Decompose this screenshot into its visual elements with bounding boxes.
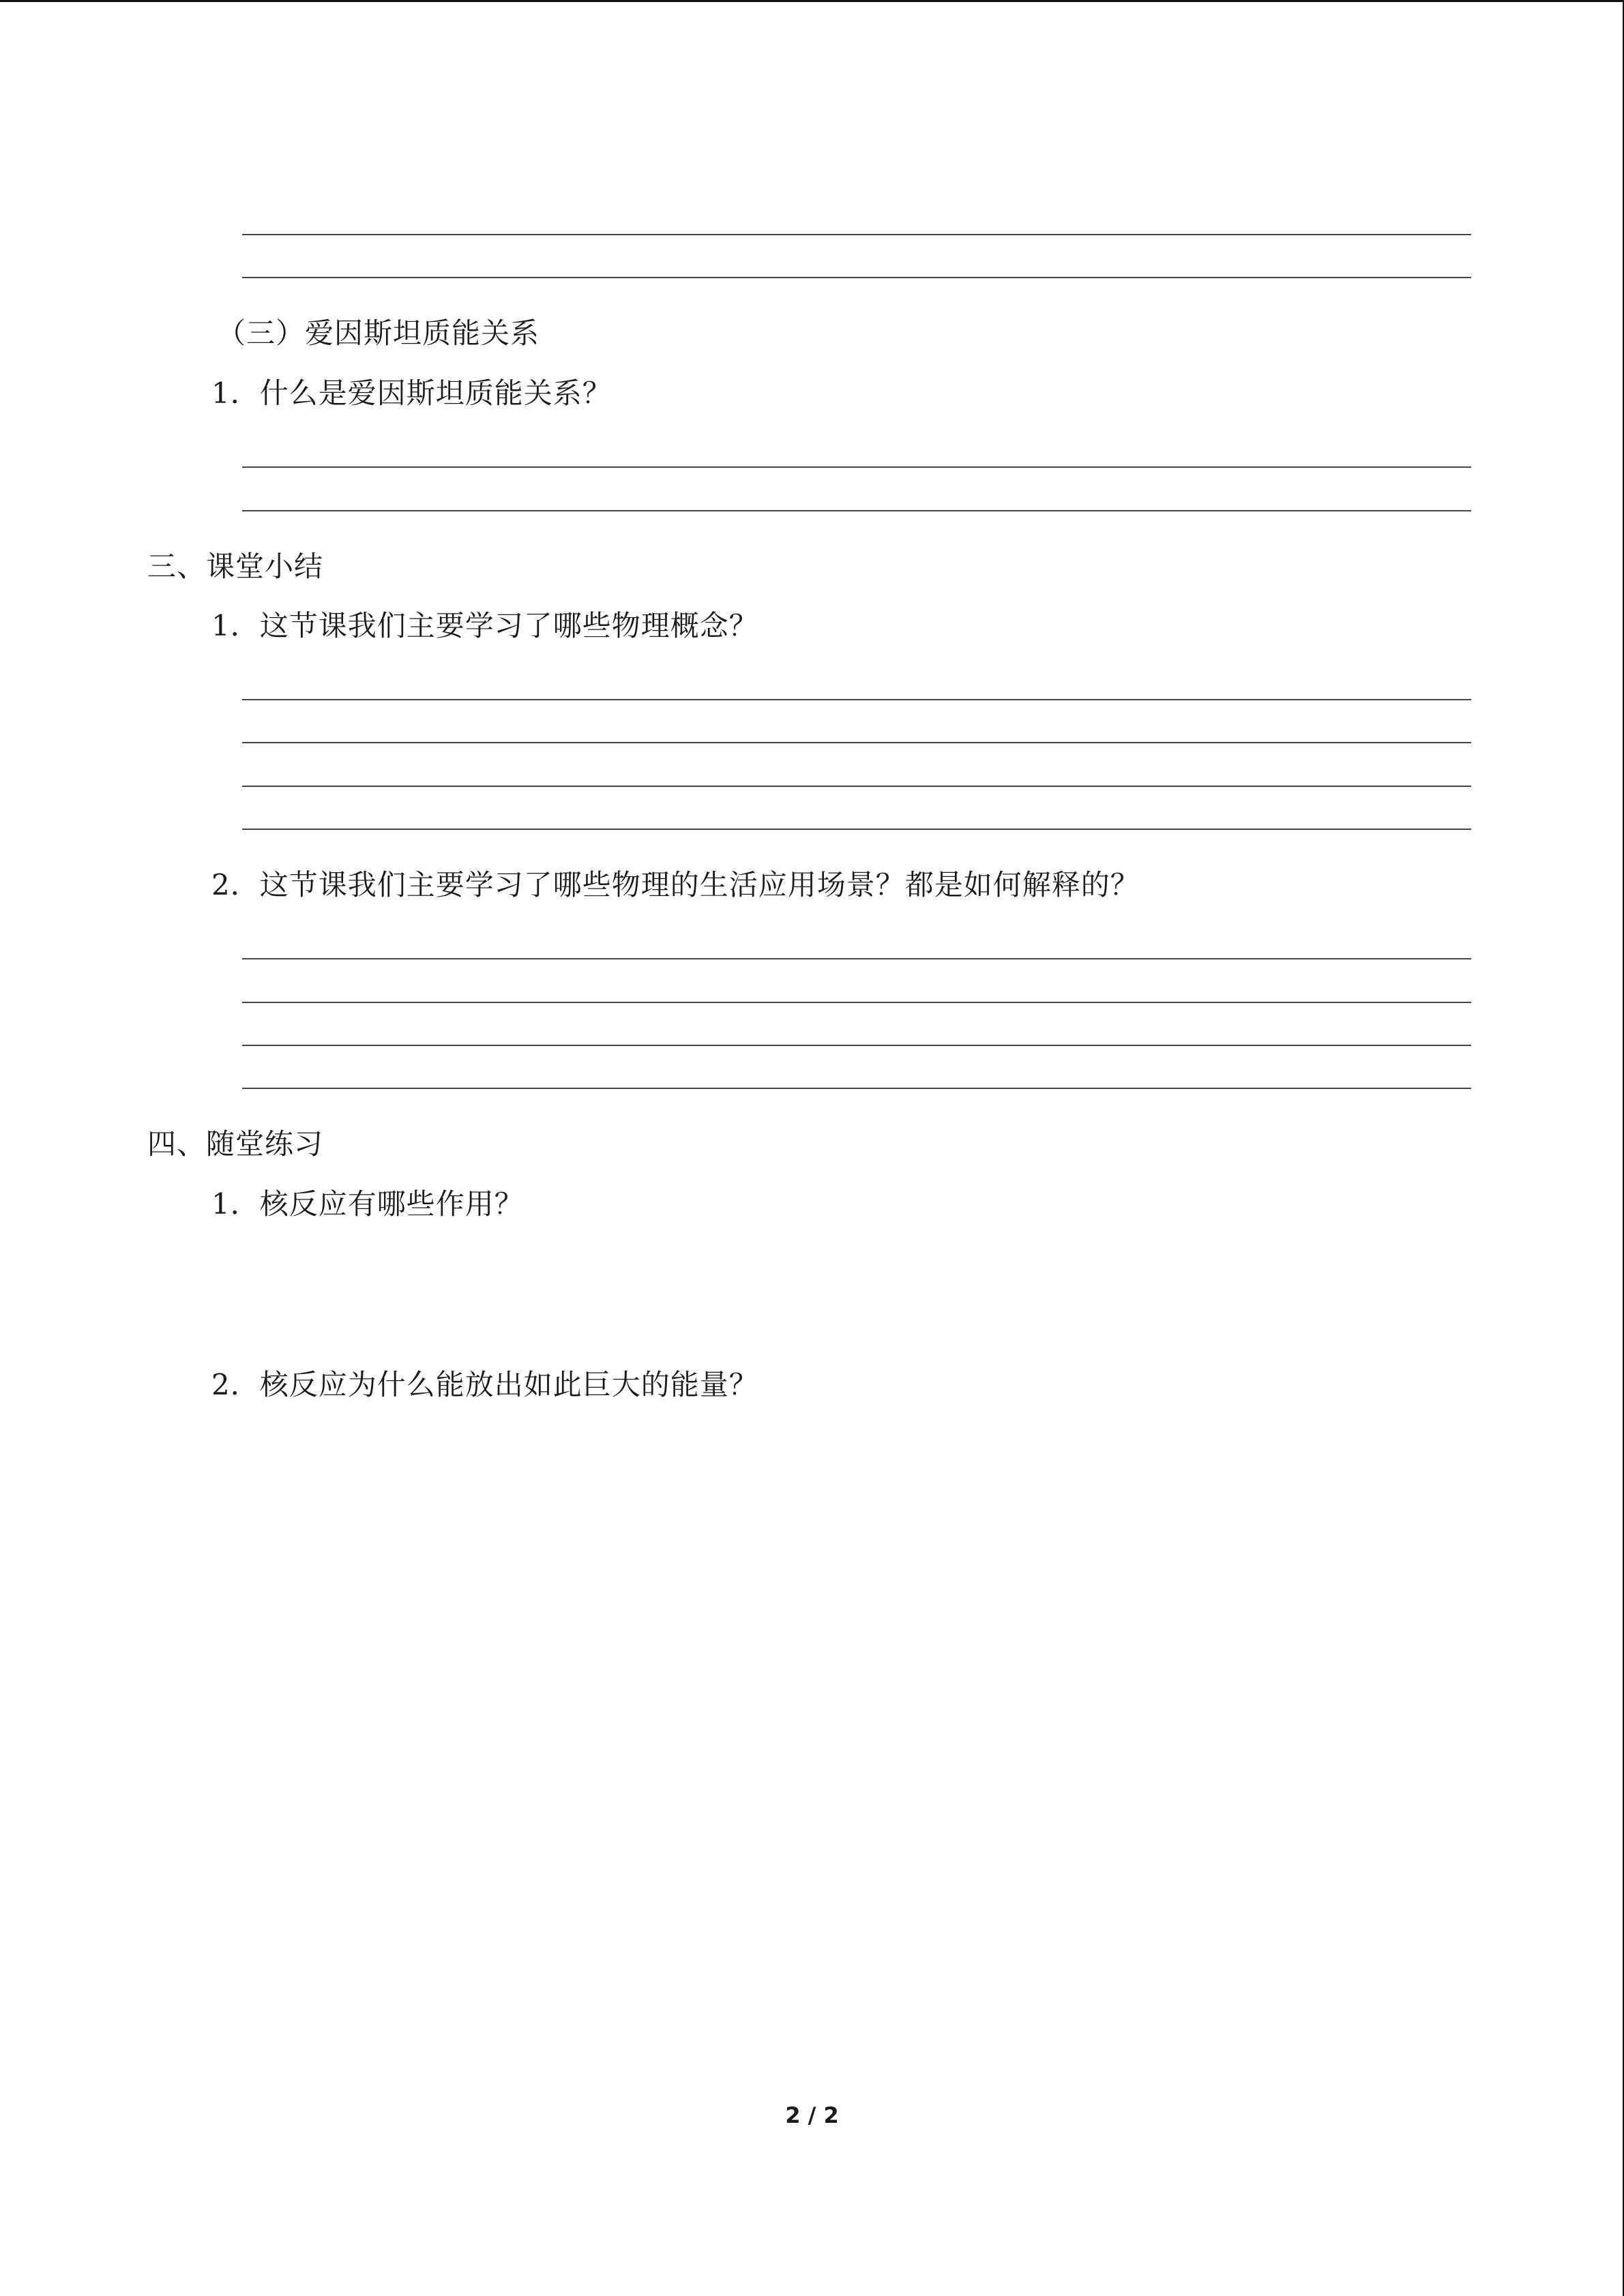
question-mass-energy-definition: 1．什么是爱因斯坦质能关系？ — [211, 376, 612, 410]
subsection-heading-mass-energy: （三）爱因斯坦质能关系 — [217, 316, 540, 350]
answer-line[interactable] — [242, 510, 1471, 511]
answer-line[interactable] — [242, 958, 1471, 959]
answer-line[interactable] — [242, 742, 1471, 743]
section-heading-class-summary: 三、课堂小结 — [147, 550, 324, 583]
question-nuclear-reaction-uses: 1．核反应有哪些作用？ — [211, 1187, 524, 1221]
answer-line[interactable] — [242, 466, 1471, 468]
answer-line[interactable] — [242, 1002, 1471, 1003]
answer-line[interactable] — [242, 234, 1471, 235]
answer-line[interactable] — [242, 1045, 1471, 1046]
answer-line[interactable] — [242, 1088, 1471, 1089]
page-top-border — [0, 0, 1624, 2]
page-number: 2 / 2 — [785, 2102, 839, 2128]
section-heading-class-exercise: 四、随堂练习 — [147, 1127, 324, 1161]
answer-line[interactable] — [242, 786, 1471, 787]
question-nuclear-reaction-energy: 2．核反应为什么能放出如此巨大的能量？ — [211, 1368, 758, 1401]
answer-line[interactable] — [242, 829, 1471, 830]
question-physics-concepts: 1．这节课我们主要学习了哪些物理概念？ — [211, 609, 758, 642]
answer-line[interactable] — [242, 699, 1471, 700]
question-life-applications: 2．这节课我们主要学习了哪些物理的生活应用场景？都是如何解释的？ — [211, 868, 1140, 901]
answer-line[interactable] — [242, 277, 1471, 278]
